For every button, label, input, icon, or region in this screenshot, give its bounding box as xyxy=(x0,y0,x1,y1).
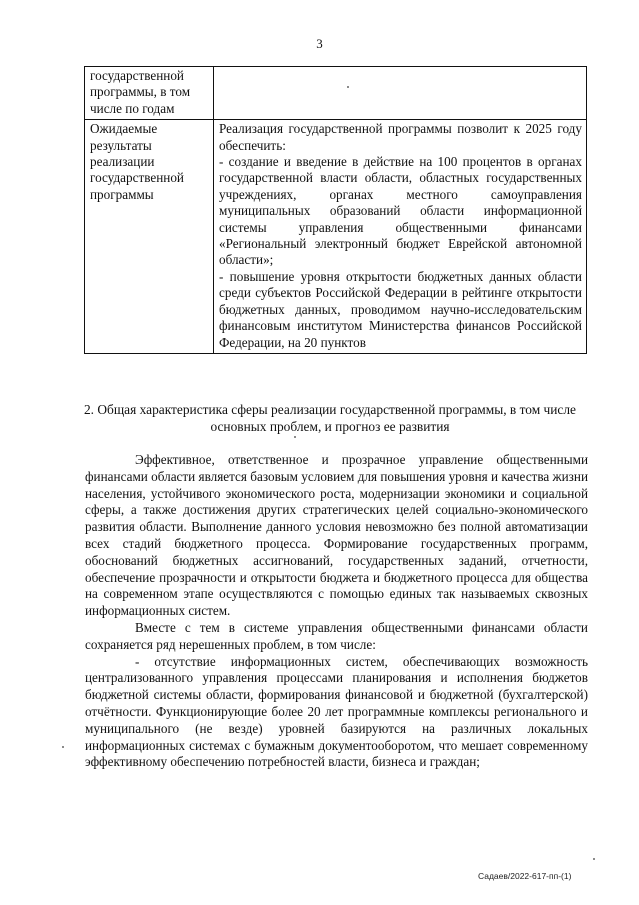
scan-speck xyxy=(294,436,296,438)
value-paragraph: Реализация государственной программы позволит к 2025 году обеспечить: xyxy=(219,121,582,153)
scan-speck xyxy=(593,858,595,860)
scan-speck xyxy=(347,86,349,88)
body-paragraph: Эффективное, ответственное и прозрачное управление общественными финансами области является базовым условием для повышения уровня и качества жизни населения, устойчивого экономического роста, модернизации экономики и социальной сферы, а также достижения других стратегических целей социально-экономического развития области. Выполнение данного условия невозможно без полной автоматизации всех стадий бюджетного процесса. Формирование государственных программ, обоснований бюджетных ассигнований, государственных заданий, отчетности, обеспечение прозрачности и открытости бюджета и бюджетного процесса для общества на современном этапе осуществляются с помощью единых так называемых сквозных информационных систем. xyxy=(85,452,589,619)
row-label-cell xyxy=(85,120,214,354)
section-heading: 2. Общая характеристика сферы реализации государственной программы, в том числе основных проблем, и прогноз ее развития xyxy=(83,402,577,434)
body-text xyxy=(85,452,588,771)
row-label-cell xyxy=(85,67,214,120)
row-label-line: государственной xyxy=(90,170,184,186)
row-value-cell xyxy=(214,120,587,354)
row-value-cell-empty xyxy=(214,67,587,120)
table-row xyxy=(85,67,587,120)
row-label-line: числе по годам xyxy=(90,100,175,116)
page-number: 3 xyxy=(316,36,323,51)
passport-table xyxy=(84,66,587,354)
table-row xyxy=(85,120,587,354)
scan-speck xyxy=(62,746,64,748)
value-paragraph: - повышение уровня открытости бюджетных данных области среди субъектов Российской Федерации в рейтинге открытости бюджетных данных, проводимом научно-исследовательским финансовым институтом Министерства финансов Российской Федерации, на 20 пунктов xyxy=(219,268,582,350)
body-paragraph: - отсутствие информационных систем, обеспечивающих возможность централизованного управления процессами планирования и исполнения бюджетов бюджетной системы области, формирования финансовой и бюджетной (бухгалтерской) отчётности. Функционирующие более 20 лет программные комплексы регионального и муниципального (не везде) уровней базируются на различных локальных информационных системах с бумажным документооборотом, что мешает современному эффективному обеспечению потребностей власти, бизнеса и граждан; xyxy=(85,653,588,770)
document-code: Садаев/2022-617-пп-(1) xyxy=(478,871,572,881)
row-label-line: программы, в том xyxy=(90,84,191,100)
value-paragraph: - создание и введение в действие на 100 процентов в органах государственной власти области, областных государственных учреждениях, органах местного самоуправления муниципальных образований области информационной системы управления общественными финансами «Региональный электронный бюджет Еврейской автономной области»; xyxy=(219,154,582,268)
row-label-line: результаты xyxy=(90,137,152,153)
body-paragraph: Вместе с тем в системе управления общественными финансами области сохраняется ряд нерешенных проблем, в том числе: xyxy=(85,619,588,652)
row-label-line: реализации xyxy=(90,154,155,170)
row-label-line: государственной xyxy=(90,68,184,83)
row-label-line: Ожидаемые xyxy=(90,121,158,137)
row-label-line: программы xyxy=(90,186,154,202)
